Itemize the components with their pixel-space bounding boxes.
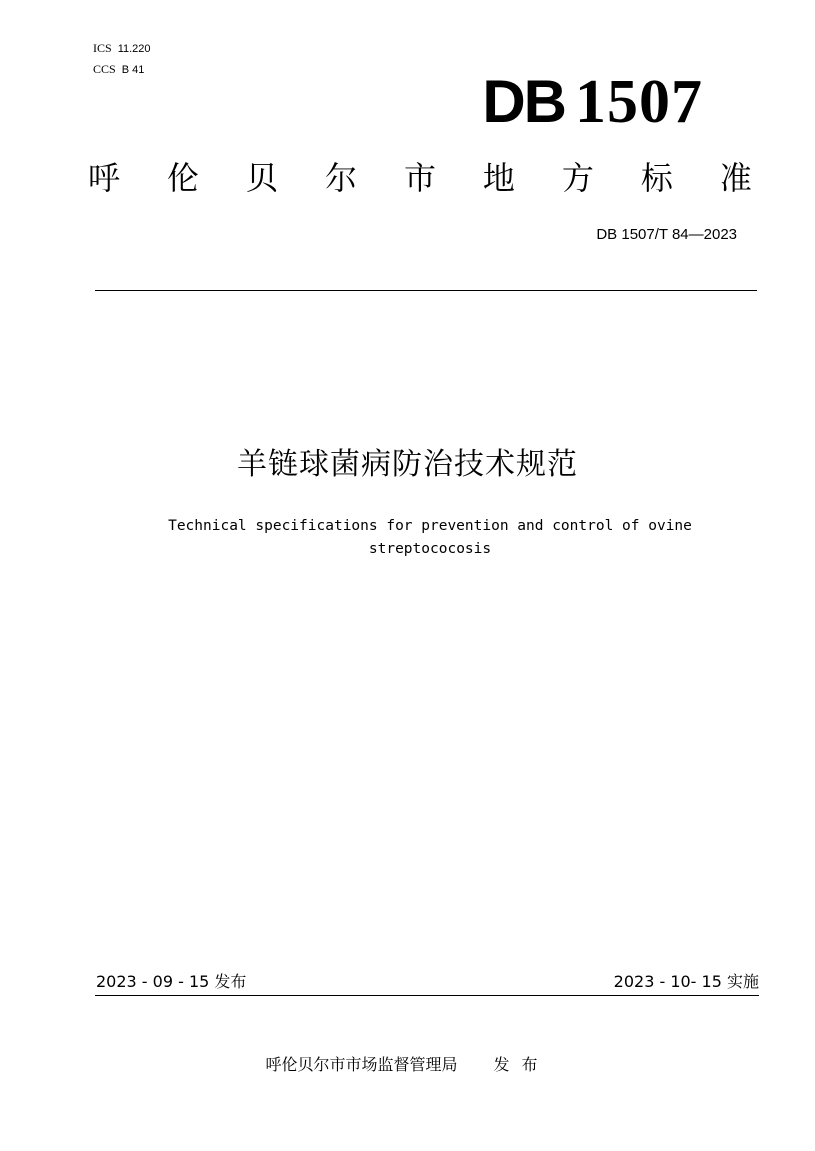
publish-label: 发布 — [493, 1055, 550, 1074]
standard-logo — [482, 70, 703, 134]
title-en-line2: streptococosis — [368, 541, 492, 557]
bottom-divider — [95, 995, 759, 996]
logo-number: 1507 — [575, 68, 703, 136]
standard-type — [88, 158, 752, 198]
ccs-code: B 41 — [121, 64, 145, 76]
standard-type-char: 市 — [403, 159, 436, 197]
document-title-en — [110, 515, 750, 561]
ccs-line — [93, 62, 144, 77]
publisher-name: 呼伦贝尔市市场监督管理局 — [265, 1055, 458, 1074]
ccs-label: CCS — [93, 62, 116, 76]
implementation-date: 2023 - 10- 15 实施 — [613, 972, 759, 991]
issue-date: 2023 - 09 - 15 发布 — [96, 972, 247, 991]
publisher-line — [0, 1055, 815, 1075]
standard-type-char: 尔 — [324, 159, 357, 197]
ics-line — [93, 41, 151, 56]
standard-type-char: 方 — [561, 159, 594, 197]
document-title-cn: 羊链球菌病防治技术规范 — [237, 447, 578, 482]
standard-type-char: 伦 — [166, 159, 199, 197]
standard-type-char: 标 — [640, 159, 673, 197]
top-divider — [95, 290, 757, 291]
standard-type-char: 呼 — [88, 159, 121, 197]
ics-code: 11.220 — [117, 43, 151, 55]
ics-label: ICS — [93, 41, 112, 55]
standard-type-char: 地 — [482, 159, 515, 197]
logo-db: DB — [482, 68, 565, 135]
title-en-line1: Technical specifications for prevention and control of ovine — [168, 518, 692, 534]
standard-type-char: 准 — [719, 159, 752, 197]
standard-number: DB 1507/T 84—2023 — [596, 226, 737, 243]
standard-type-char: 贝 — [245, 159, 278, 197]
